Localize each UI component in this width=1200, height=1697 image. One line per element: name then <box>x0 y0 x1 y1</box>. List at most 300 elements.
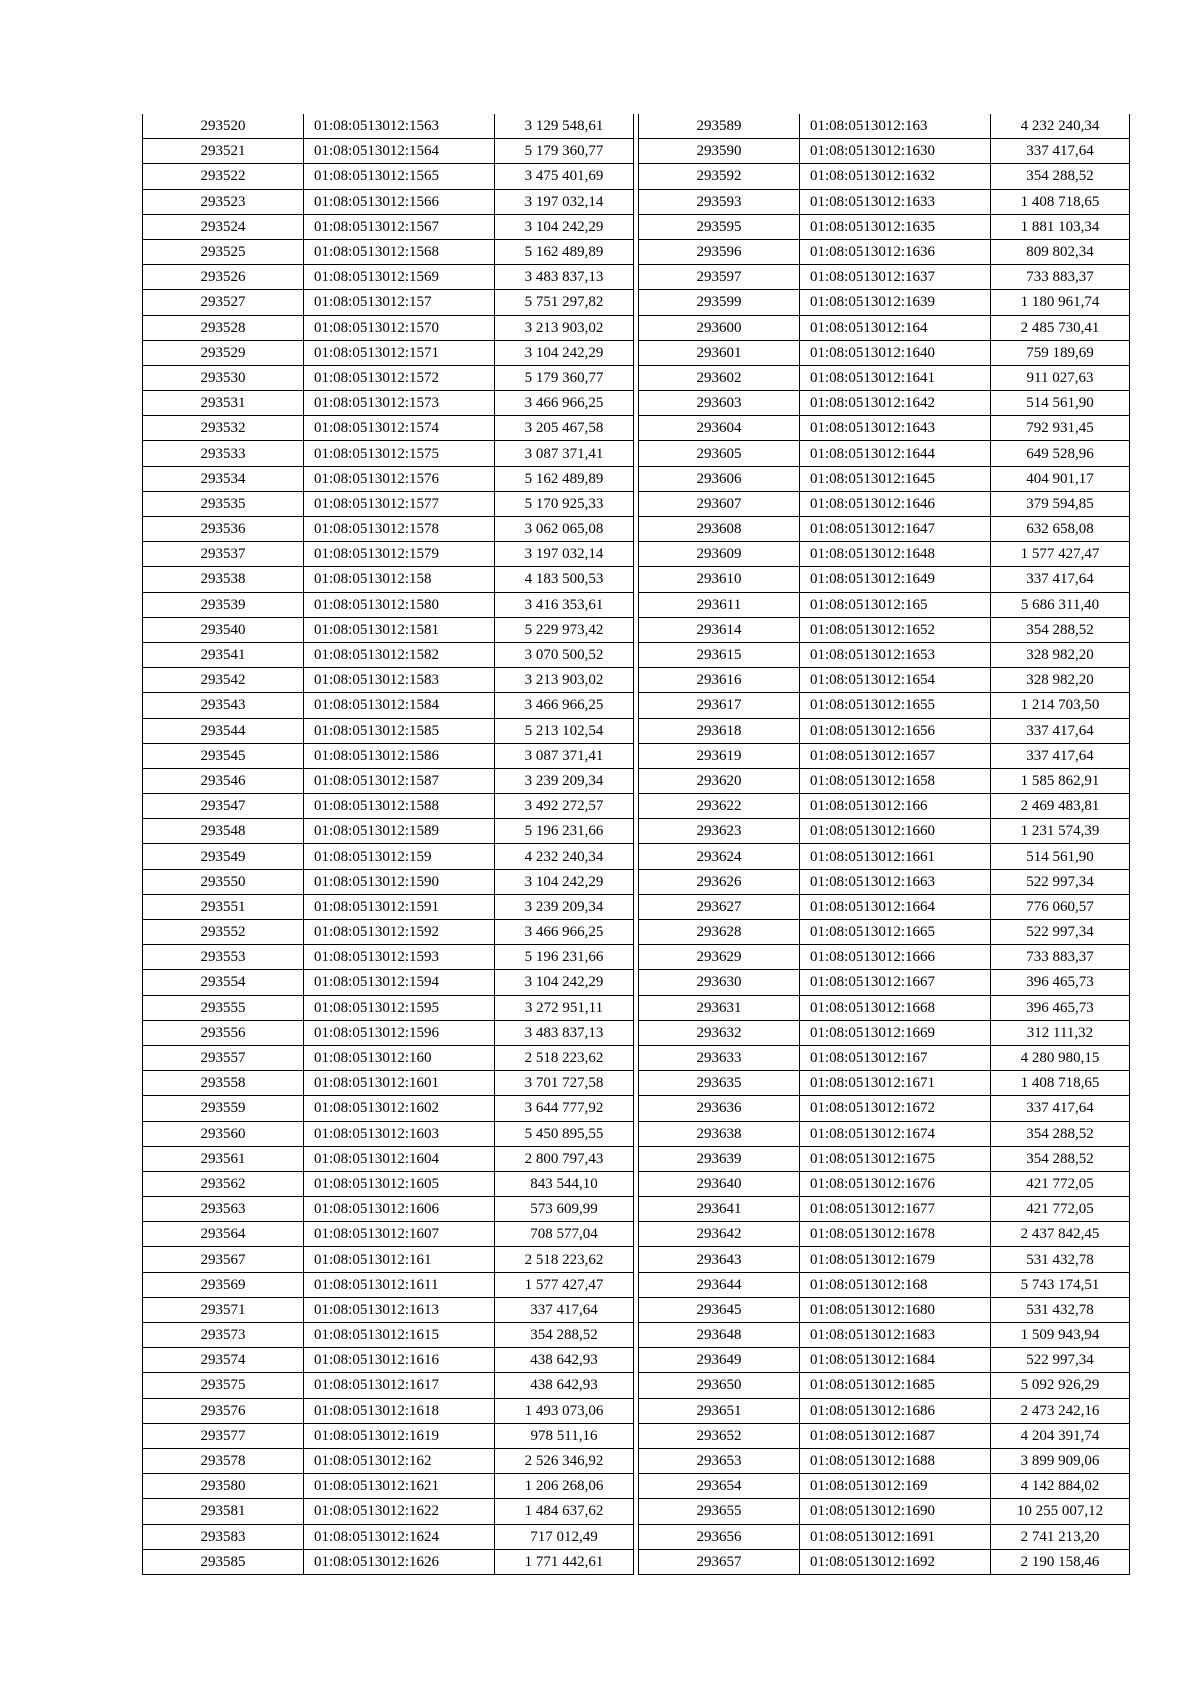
cadastral-number-cell: 01:08:0513012:1641 <box>800 365 991 390</box>
row-number-cell: 293549 <box>143 844 304 869</box>
row-number-cell: 293592 <box>639 164 800 189</box>
cadastral-number-cell: 01:08:0513012:1576 <box>304 466 495 491</box>
table-row <box>143 794 634 819</box>
value-cell: 337 417,64 <box>495 1297 634 1322</box>
table-row <box>143 164 634 189</box>
table-row <box>639 139 1130 164</box>
row-number-cell: 293526 <box>143 265 304 290</box>
table-row <box>639 869 1130 894</box>
row-number-cell: 293551 <box>143 894 304 919</box>
row-number-cell: 293559 <box>143 1096 304 1121</box>
value-cell: 3 104 242,29 <box>495 970 634 995</box>
cadastral-number-cell: 01:08:0513012:1617 <box>304 1373 495 1398</box>
cadastral-number-cell: 01:08:0513012:1664 <box>800 894 991 919</box>
cadastral-number-cell: 01:08:0513012:1564 <box>304 139 495 164</box>
row-number-cell: 293553 <box>143 945 304 970</box>
value-cell: 337 417,64 <box>991 567 1130 592</box>
row-number-cell: 293575 <box>143 1373 304 1398</box>
row-number-cell: 293602 <box>639 365 800 390</box>
value-cell: 4 183 500,53 <box>495 567 634 592</box>
row-number-cell: 293593 <box>639 189 800 214</box>
cadastral-number-cell: 01:08:0513012:1626 <box>304 1549 495 1574</box>
row-number-cell: 293523 <box>143 189 304 214</box>
value-cell: 337 417,64 <box>991 1096 1130 1121</box>
value-cell: 10 255 007,12 <box>991 1499 1130 1524</box>
cadastral-number-cell: 01:08:0513012:1649 <box>800 567 991 592</box>
table-row <box>143 869 634 894</box>
table-row <box>143 1348 634 1373</box>
table-row <box>143 768 634 793</box>
table-row <box>143 391 634 416</box>
row-number-cell: 293648 <box>639 1323 800 1348</box>
table-row <box>639 592 1130 617</box>
value-cell: 759 189,69 <box>991 340 1130 365</box>
table-row <box>639 844 1130 869</box>
row-number-cell: 293542 <box>143 668 304 693</box>
value-cell: 3 644 777,92 <box>495 1096 634 1121</box>
row-number-cell: 293629 <box>639 945 800 970</box>
value-cell: 3 483 837,13 <box>495 265 634 290</box>
cadastral-number-cell: 01:08:0513012:1611 <box>304 1272 495 1297</box>
row-number-cell: 293645 <box>639 1297 800 1322</box>
value-cell: 4 204 391,74 <box>991 1423 1130 1448</box>
value-cell: 792 931,45 <box>991 416 1130 441</box>
table-row <box>639 365 1130 390</box>
cadastral-number-cell: 01:08:0513012:1603 <box>304 1121 495 1146</box>
table-row <box>639 214 1130 239</box>
cadastral-number-cell: 01:08:0513012:165 <box>800 592 991 617</box>
value-cell: 3 272 951,11 <box>495 995 634 1020</box>
cadastral-number-cell: 01:08:0513012:1667 <box>800 970 991 995</box>
table-row <box>639 567 1130 592</box>
value-cell: 632 658,08 <box>991 517 1130 542</box>
row-number-cell: 293556 <box>143 1020 304 1045</box>
value-cell: 3 104 242,29 <box>495 214 634 239</box>
value-cell: 3 070 500,52 <box>495 642 634 667</box>
value-cell: 3 483 837,13 <box>495 1020 634 1045</box>
value-cell: 3 466 966,25 <box>495 391 634 416</box>
table-row <box>143 1071 634 1096</box>
value-cell: 3 239 209,34 <box>495 894 634 919</box>
table-row <box>639 693 1130 718</box>
cadastral-number-cell: 01:08:0513012:1645 <box>800 466 991 491</box>
right-data-table <box>638 114 1130 1575</box>
cadastral-number-cell: 01:08:0513012:1644 <box>800 441 991 466</box>
cadastral-number-cell: 01:08:0513012:1616 <box>304 1348 495 1373</box>
value-cell: 421 772,05 <box>991 1197 1130 1222</box>
cadastral-number-cell: 01:08:0513012:1621 <box>304 1474 495 1499</box>
table-row <box>143 365 634 390</box>
table-row <box>639 1423 1130 1448</box>
value-cell: 1 585 862,91 <box>991 768 1130 793</box>
row-number-cell: 293590 <box>639 139 800 164</box>
table-row <box>143 894 634 919</box>
value-cell: 3 416 353,61 <box>495 592 634 617</box>
cadastral-number-cell: 01:08:0513012:1593 <box>304 945 495 970</box>
table-row <box>143 1045 634 1070</box>
value-cell: 522 997,34 <box>991 1348 1130 1373</box>
row-number-cell: 293624 <box>639 844 800 869</box>
value-cell: 3 087 371,41 <box>495 743 634 768</box>
cadastral-number-cell: 01:08:0513012:1656 <box>800 718 991 743</box>
cadastral-number-cell: 01:08:0513012:1652 <box>800 617 991 642</box>
table-row <box>639 391 1130 416</box>
row-number-cell: 293533 <box>143 441 304 466</box>
cadastral-number-cell: 01:08:0513012:1663 <box>800 869 991 894</box>
table-row <box>639 1549 1130 1574</box>
value-cell: 337 417,64 <box>991 139 1130 164</box>
value-cell: 3 492 272,57 <box>495 794 634 819</box>
table-row <box>639 1146 1130 1171</box>
row-number-cell: 293538 <box>143 567 304 592</box>
cadastral-number-cell: 01:08:0513012:1671 <box>800 1071 991 1096</box>
row-number-cell: 293581 <box>143 1499 304 1524</box>
value-cell: 337 417,64 <box>991 718 1130 743</box>
cadastral-number-cell: 01:08:0513012:1666 <box>800 945 991 970</box>
value-cell: 5 179 360,77 <box>495 139 634 164</box>
right-table-body <box>639 114 1130 1574</box>
row-number-cell: 293561 <box>143 1146 304 1171</box>
row-number-cell: 293641 <box>639 1197 800 1222</box>
row-number-cell: 293524 <box>143 214 304 239</box>
table-row <box>639 114 1130 139</box>
cadastral-number-cell: 01:08:0513012:1613 <box>304 1297 495 1322</box>
row-number-cell: 293605 <box>639 441 800 466</box>
value-cell: 708 577,04 <box>495 1222 634 1247</box>
table-row <box>639 995 1130 1020</box>
cadastral-number-cell: 01:08:0513012:1683 <box>800 1323 991 1348</box>
table-row <box>143 1297 634 1322</box>
cadastral-number-cell: 01:08:0513012:1632 <box>800 164 991 189</box>
row-number-cell: 293522 <box>143 164 304 189</box>
value-cell: 1 206 268,06 <box>495 1474 634 1499</box>
cadastral-number-cell: 01:08:0513012:1630 <box>800 139 991 164</box>
table-row <box>639 1020 1130 1045</box>
table-row <box>143 668 634 693</box>
table-row <box>143 642 634 667</box>
value-cell: 5 170 925,33 <box>495 491 634 516</box>
value-cell: 2 469 483,81 <box>991 794 1130 819</box>
table-row <box>143 945 634 970</box>
cadastral-number-cell: 01:08:0513012:164 <box>800 315 991 340</box>
value-cell: 1 408 718,65 <box>991 1071 1130 1096</box>
value-cell: 3 466 966,25 <box>495 693 634 718</box>
value-cell: 2 473 242,16 <box>991 1398 1130 1423</box>
row-number-cell: 293623 <box>639 819 800 844</box>
table-row <box>143 1448 634 1473</box>
table-row <box>639 1222 1130 1247</box>
cadastral-number-cell: 01:08:0513012:1563 <box>304 114 495 139</box>
cadastral-number-cell: 01:08:0513012:1570 <box>304 315 495 340</box>
cadastral-number-cell: 01:08:0513012:1687 <box>800 1423 991 1448</box>
row-number-cell: 293557 <box>143 1045 304 1070</box>
row-number-cell: 293577 <box>143 1423 304 1448</box>
cadastral-number-cell: 01:08:0513012:157 <box>304 290 495 315</box>
row-number-cell: 293651 <box>639 1398 800 1423</box>
row-number-cell: 293545 <box>143 743 304 768</box>
table-row <box>639 1348 1130 1373</box>
cadastral-number-cell: 01:08:0513012:1586 <box>304 743 495 768</box>
cadastral-number-cell: 01:08:0513012:1567 <box>304 214 495 239</box>
cadastral-number-cell: 01:08:0513012:1675 <box>800 1146 991 1171</box>
row-number-cell: 293547 <box>143 794 304 819</box>
table-row <box>639 945 1130 970</box>
cadastral-number-cell: 01:08:0513012:1688 <box>800 1448 991 1473</box>
table-row <box>639 290 1130 315</box>
table-row <box>143 441 634 466</box>
table-row <box>639 970 1130 995</box>
table-row <box>639 1071 1130 1096</box>
value-cell: 354 288,52 <box>495 1323 634 1348</box>
table-row <box>639 1448 1130 1473</box>
cadastral-number-cell: 01:08:0513012:1676 <box>800 1171 991 1196</box>
table-row <box>143 214 634 239</box>
value-cell: 843 544,10 <box>495 1171 634 1196</box>
table-row <box>639 668 1130 693</box>
table-row <box>143 1121 634 1146</box>
row-number-cell: 293595 <box>639 214 800 239</box>
table-row <box>143 290 634 315</box>
cadastral-number-cell: 01:08:0513012:1594 <box>304 970 495 995</box>
cadastral-number-cell: 01:08:0513012:1692 <box>800 1549 991 1574</box>
table-row <box>639 441 1130 466</box>
row-number-cell: 293585 <box>143 1549 304 1574</box>
table-row <box>143 189 634 214</box>
cadastral-number-cell: 01:08:0513012:1678 <box>800 1222 991 1247</box>
left-table-body <box>143 114 634 1574</box>
row-number-cell: 293618 <box>639 718 800 743</box>
row-number-cell: 293614 <box>639 617 800 642</box>
value-cell: 5 179 360,77 <box>495 365 634 390</box>
cadastral-number-cell: 01:08:0513012:1607 <box>304 1222 495 1247</box>
row-number-cell: 293653 <box>639 1448 800 1473</box>
value-cell: 3 104 242,29 <box>495 869 634 894</box>
value-cell: 5 196 231,66 <box>495 945 634 970</box>
row-number-cell: 293632 <box>639 1020 800 1045</box>
cadastral-number-cell: 01:08:0513012:1573 <box>304 391 495 416</box>
value-cell: 5 162 489,89 <box>495 466 634 491</box>
table-row <box>639 819 1130 844</box>
cadastral-number-cell: 01:08:0513012:1583 <box>304 668 495 693</box>
table-row <box>143 1020 634 1045</box>
value-cell: 2 437 842,45 <box>991 1222 1130 1247</box>
row-number-cell: 293555 <box>143 995 304 1020</box>
table-row <box>143 995 634 1020</box>
cadastral-number-cell: 01:08:0513012:1574 <box>304 416 495 441</box>
cadastral-number-cell: 01:08:0513012:1584 <box>304 693 495 718</box>
row-number-cell: 293639 <box>639 1146 800 1171</box>
cadastral-number-cell: 01:08:0513012:1672 <box>800 1096 991 1121</box>
cadastral-number-cell: 01:08:0513012:1691 <box>800 1524 991 1549</box>
row-number-cell: 293627 <box>639 894 800 919</box>
table-row <box>639 265 1130 290</box>
cadastral-number-cell: 01:08:0513012:169 <box>800 1474 991 1499</box>
table-row <box>143 315 634 340</box>
row-number-cell: 293558 <box>143 1071 304 1096</box>
cadastral-number-cell: 01:08:0513012:1595 <box>304 995 495 1020</box>
value-cell: 438 642,93 <box>495 1373 634 1398</box>
row-number-cell: 293642 <box>639 1222 800 1247</box>
cadastral-number-cell: 01:08:0513012:1660 <box>800 819 991 844</box>
cadastral-number-cell: 01:08:0513012:1568 <box>304 239 495 264</box>
table-row <box>639 1197 1130 1222</box>
cadastral-number-cell: 01:08:0513012:166 <box>800 794 991 819</box>
value-cell: 2 518 223,62 <box>495 1045 634 1070</box>
cadastral-number-cell: 01:08:0513012:167 <box>800 1045 991 1070</box>
row-number-cell: 293534 <box>143 466 304 491</box>
value-cell: 2 485 730,41 <box>991 315 1130 340</box>
value-cell: 1 180 961,74 <box>991 290 1130 315</box>
cadastral-number-cell: 01:08:0513012:1640 <box>800 340 991 365</box>
value-cell: 3 213 903,02 <box>495 315 634 340</box>
cadastral-number-cell: 01:08:0513012:1639 <box>800 290 991 315</box>
value-cell: 328 982,20 <box>991 642 1130 667</box>
table-row <box>639 718 1130 743</box>
table-row <box>143 1549 634 1574</box>
value-cell: 2 190 158,46 <box>991 1549 1130 1574</box>
row-number-cell: 293644 <box>639 1272 800 1297</box>
value-cell: 3 104 242,29 <box>495 340 634 365</box>
value-cell: 2 741 213,20 <box>991 1524 1130 1549</box>
table-row <box>639 617 1130 642</box>
row-number-cell: 293596 <box>639 239 800 264</box>
table-row <box>143 1323 634 1348</box>
row-number-cell: 293541 <box>143 642 304 667</box>
table-row <box>639 1474 1130 1499</box>
row-number-cell: 293564 <box>143 1222 304 1247</box>
cadastral-number-cell: 01:08:0513012:1685 <box>800 1373 991 1398</box>
value-cell: 328 982,20 <box>991 668 1130 693</box>
value-cell: 4 232 240,34 <box>991 114 1130 139</box>
value-cell: 5 751 297,82 <box>495 290 634 315</box>
value-cell: 3 475 401,69 <box>495 164 634 189</box>
value-cell: 531 432,78 <box>991 1297 1130 1322</box>
cadastral-number-cell: 01:08:0513012:1624 <box>304 1524 495 1549</box>
value-cell: 4 142 884,02 <box>991 1474 1130 1499</box>
table-row <box>143 743 634 768</box>
row-number-cell: 293529 <box>143 340 304 365</box>
row-number-cell: 293617 <box>639 693 800 718</box>
table-row <box>639 743 1130 768</box>
value-cell: 717 012,49 <box>495 1524 634 1549</box>
cadastral-number-cell: 01:08:0513012:1642 <box>800 391 991 416</box>
row-number-cell: 293657 <box>639 1549 800 1574</box>
row-number-cell: 293574 <box>143 1348 304 1373</box>
row-number-cell: 293527 <box>143 290 304 315</box>
row-number-cell: 293616 <box>639 668 800 693</box>
cadastral-number-cell: 01:08:0513012:1590 <box>304 869 495 894</box>
value-cell: 3 701 727,58 <box>495 1071 634 1096</box>
row-number-cell: 293580 <box>143 1474 304 1499</box>
table-row <box>639 542 1130 567</box>
table-row <box>143 114 634 139</box>
table-row <box>143 340 634 365</box>
cadastral-number-cell: 01:08:0513012:1643 <box>800 416 991 441</box>
row-number-cell: 293583 <box>143 1524 304 1549</box>
table-row <box>143 920 634 945</box>
row-number-cell: 293656 <box>639 1524 800 1549</box>
value-cell: 5 092 926,29 <box>991 1373 1130 1398</box>
cadastral-number-cell: 01:08:0513012:1637 <box>800 265 991 290</box>
table-row <box>639 894 1130 919</box>
value-cell: 649 528,96 <box>991 441 1130 466</box>
table-row <box>143 1247 634 1272</box>
cadastral-number-cell: 01:08:0513012:1686 <box>800 1398 991 1423</box>
cadastral-number-cell: 01:08:0513012:1602 <box>304 1096 495 1121</box>
table-row <box>639 189 1130 214</box>
value-cell: 421 772,05 <box>991 1171 1130 1196</box>
row-number-cell: 293599 <box>639 290 800 315</box>
table-row <box>639 1121 1130 1146</box>
cadastral-number-cell: 01:08:0513012:1588 <box>304 794 495 819</box>
value-cell: 5 196 231,66 <box>495 819 634 844</box>
row-number-cell: 293635 <box>639 1071 800 1096</box>
row-number-cell: 293597 <box>639 265 800 290</box>
value-cell: 5 229 973,42 <box>495 617 634 642</box>
table-row <box>143 1146 634 1171</box>
cadastral-number-cell: 01:08:0513012:1669 <box>800 1020 991 1045</box>
value-cell: 4 280 980,15 <box>991 1045 1130 1070</box>
cadastral-number-cell: 01:08:0513012:1591 <box>304 894 495 919</box>
row-number-cell: 293589 <box>639 114 800 139</box>
table-row <box>143 1474 634 1499</box>
table-row <box>143 542 634 567</box>
table-row <box>639 1045 1130 1070</box>
row-number-cell: 293571 <box>143 1297 304 1322</box>
table-row <box>143 1524 634 1549</box>
value-cell: 733 883,37 <box>991 265 1130 290</box>
row-number-cell: 293610 <box>639 567 800 592</box>
cadastral-number-cell: 01:08:0513012:1655 <box>800 693 991 718</box>
cadastral-number-cell: 01:08:0513012:1646 <box>800 491 991 516</box>
cadastral-number-cell: 01:08:0513012:1618 <box>304 1398 495 1423</box>
cadastral-number-cell: 01:08:0513012:1619 <box>304 1423 495 1448</box>
cadastral-number-cell: 01:08:0513012:1665 <box>800 920 991 945</box>
value-cell: 404 901,17 <box>991 466 1130 491</box>
cadastral-number-cell: 01:08:0513012:1587 <box>304 768 495 793</box>
table-row <box>639 491 1130 516</box>
table-row <box>639 340 1130 365</box>
row-number-cell: 293600 <box>639 315 800 340</box>
table-row <box>143 718 634 743</box>
cadastral-number-cell: 01:08:0513012:163 <box>800 114 991 139</box>
row-number-cell: 293550 <box>143 869 304 894</box>
value-cell: 911 027,63 <box>991 365 1130 390</box>
cadastral-number-cell: 01:08:0513012:160 <box>304 1045 495 1070</box>
table-row <box>639 1323 1130 1348</box>
row-number-cell: 293631 <box>639 995 800 1020</box>
row-number-cell: 293622 <box>639 794 800 819</box>
value-cell: 2 526 346,92 <box>495 1448 634 1473</box>
value-cell: 3 197 032,14 <box>495 189 634 214</box>
cadastral-number-cell: 01:08:0513012:1654 <box>800 668 991 693</box>
table-row <box>639 315 1130 340</box>
value-cell: 1 408 718,65 <box>991 189 1130 214</box>
cadastral-number-cell: 01:08:0513012:1653 <box>800 642 991 667</box>
cadastral-number-cell: 01:08:0513012:1575 <box>304 441 495 466</box>
cadastral-number-cell: 01:08:0513012:159 <box>304 844 495 869</box>
table-row <box>143 970 634 995</box>
table-row <box>143 693 634 718</box>
table-row <box>143 1171 634 1196</box>
cadastral-number-cell: 01:08:0513012:1606 <box>304 1197 495 1222</box>
row-number-cell: 293539 <box>143 592 304 617</box>
row-number-cell: 293620 <box>639 768 800 793</box>
cadastral-number-cell: 01:08:0513012:161 <box>304 1247 495 1272</box>
value-cell: 514 561,90 <box>991 391 1130 416</box>
table-row <box>639 1297 1130 1322</box>
table-row <box>143 1373 634 1398</box>
